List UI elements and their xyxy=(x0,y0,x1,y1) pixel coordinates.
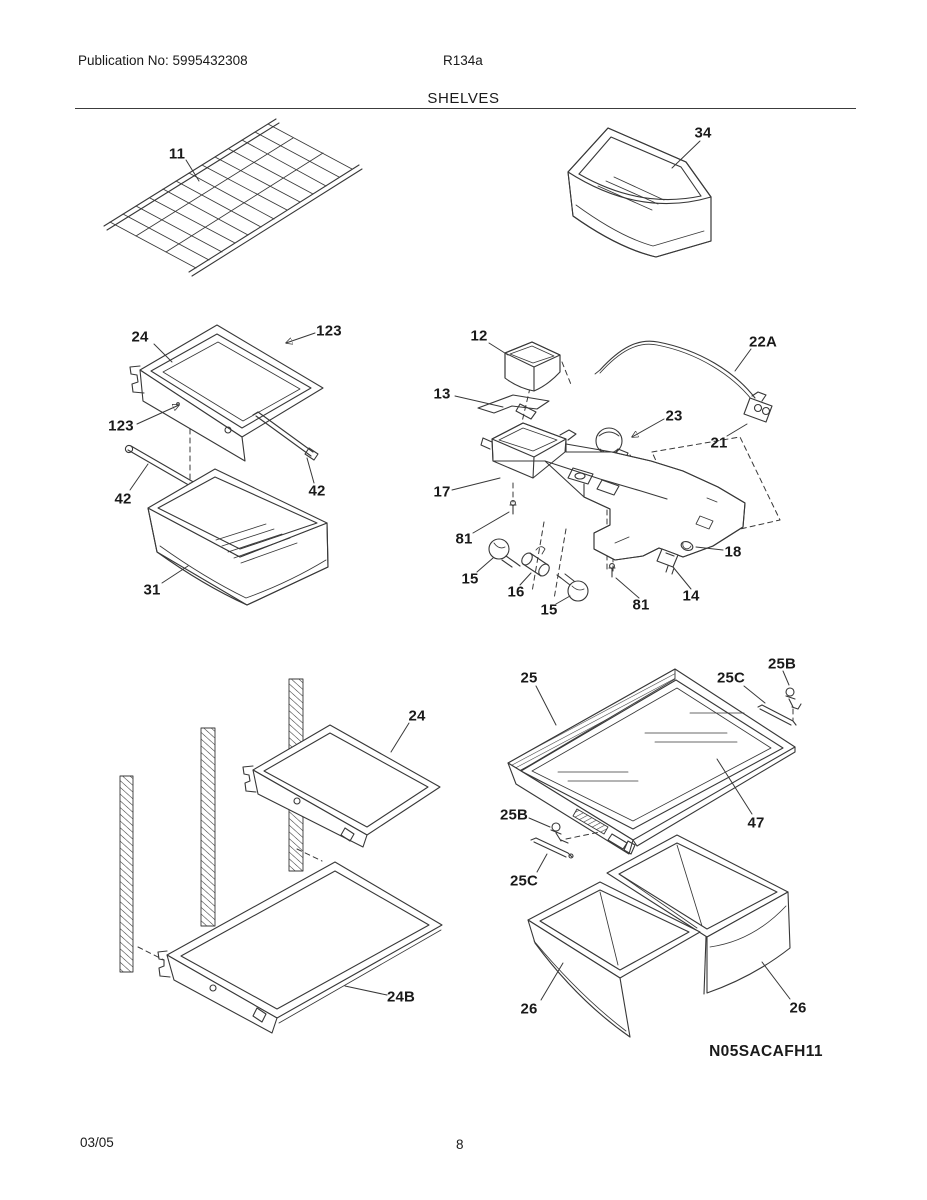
callout-25: 25 xyxy=(520,669,538,687)
full-width-shelf-drawing xyxy=(138,862,442,1033)
callout-24b: 24B xyxy=(386,988,416,1006)
callout-25b-bottom: 25B xyxy=(499,806,529,824)
callout-31: 31 xyxy=(143,581,161,599)
callout-22a: 22A xyxy=(748,333,778,351)
footer-revision-date: 03/05 xyxy=(80,1135,114,1150)
callout-25b-top: 25B xyxy=(767,655,797,673)
callout-15-right: 15 xyxy=(540,601,558,619)
callout-26-left: 26 xyxy=(520,1000,538,1018)
callout-26-right: 26 xyxy=(789,999,807,1017)
footer-page-number: 8 xyxy=(456,1137,464,1152)
callout-24-bottom: 24 xyxy=(408,707,426,725)
callout-23: 23 xyxy=(665,407,683,425)
callout-42-left: 42 xyxy=(114,490,132,508)
model-code: N05SACAFH11 xyxy=(709,1043,823,1060)
door-bin-drawing xyxy=(568,128,711,257)
wire-shelf-drawing xyxy=(104,119,362,276)
crisper-pan-drawing xyxy=(148,469,328,605)
callout-16: 16 xyxy=(507,583,525,601)
callout-47: 47 xyxy=(747,814,765,832)
callout-24-mid: 24 xyxy=(131,328,149,346)
page-title: SHELVES xyxy=(427,90,500,107)
callout-81-left: 81 xyxy=(455,530,473,548)
callout-25c-top: 25C xyxy=(716,669,746,687)
control-housing-assembly-drawing xyxy=(478,341,780,601)
crisper-drawers-drawing xyxy=(528,835,790,1037)
spillsafe-shelf-drawing xyxy=(243,725,440,861)
callout-21: 21 xyxy=(710,434,728,452)
callout-14: 14 xyxy=(682,587,700,605)
publication-number: Publication No: 5995432308 xyxy=(78,53,248,68)
callout-42-right: 42 xyxy=(308,482,326,500)
callout-13: 13 xyxy=(433,385,451,403)
callout-12: 12 xyxy=(470,327,488,345)
callout-34: 34 xyxy=(694,124,712,142)
callout-81-right: 81 xyxy=(632,596,650,614)
callout-11: 11 xyxy=(168,145,186,163)
callout-18: 18 xyxy=(724,543,742,561)
callout-123-left: 123 xyxy=(108,417,134,435)
callout-25c-bottom: 25C xyxy=(509,872,539,890)
callout-123-top: 123 xyxy=(316,322,342,340)
callout-17: 17 xyxy=(433,483,451,501)
refrigerant-code: R134a xyxy=(443,53,483,68)
callout-15-left: 15 xyxy=(461,570,479,588)
